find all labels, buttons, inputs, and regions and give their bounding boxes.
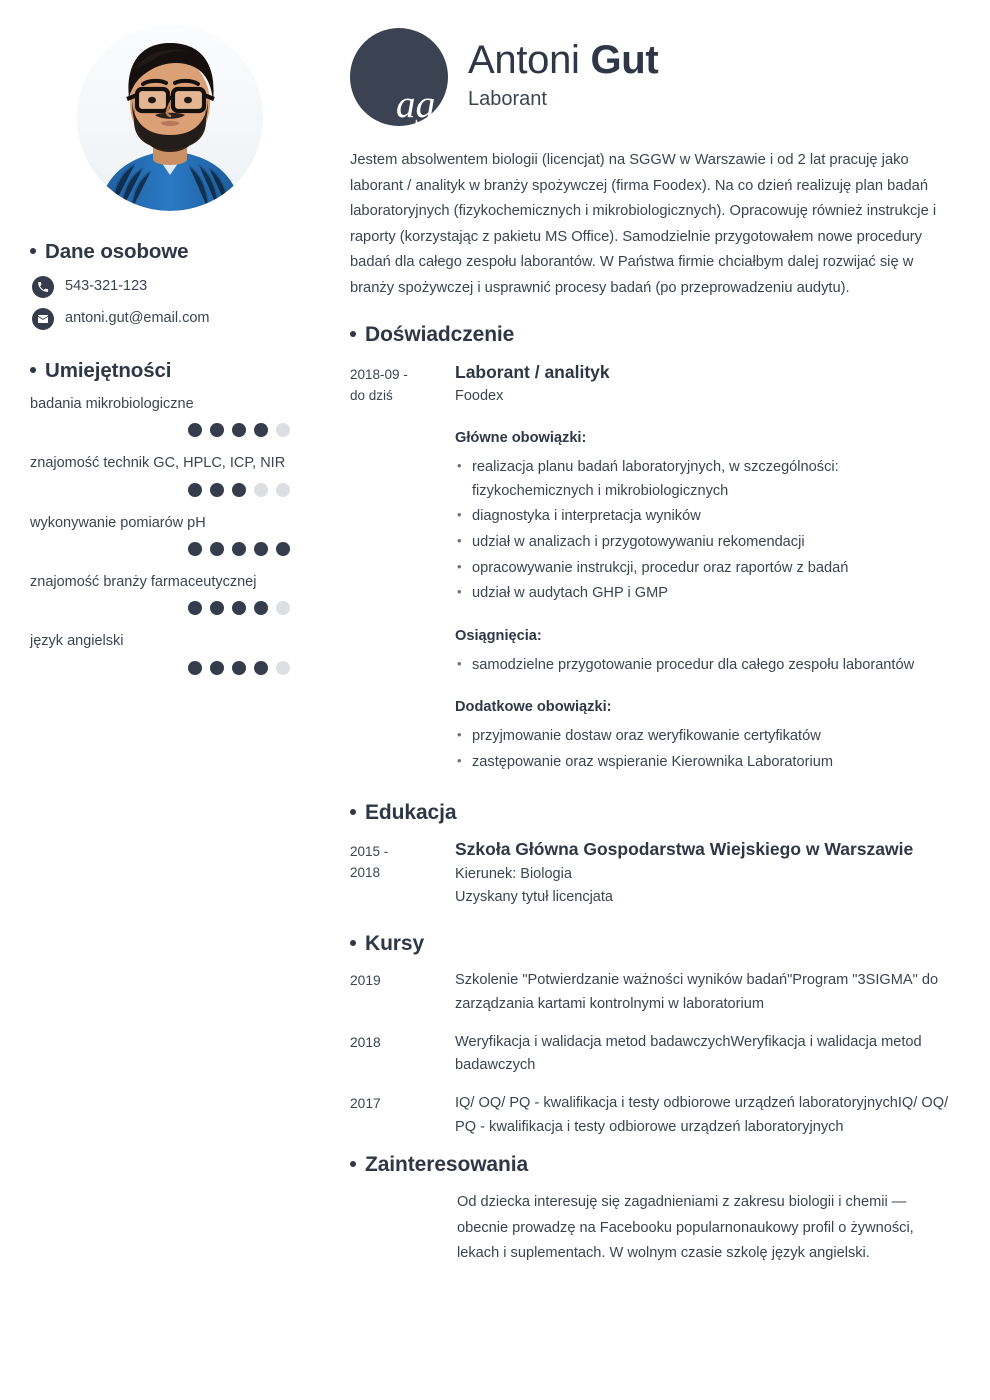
duty-item: • realizacja planu badań laboratoryjnych, w szczególności: fizykochemicznych i mikrobiologicznych — [455, 456, 958, 503]
courses-list — [350, 969, 958, 1139]
duty-group — [455, 697, 958, 774]
experience-company: Foodex — [455, 388, 504, 405]
course-year: 2019 — [350, 973, 381, 989]
rating-dot-empty — [276, 483, 290, 497]
section-header-personal-data — [30, 241, 310, 264]
duty-item: • opracowywanie instrukcji, procedur oraz raportów z badań — [455, 557, 958, 581]
bullet-marker-icon — [350, 940, 356, 946]
duty-item: • samodzielne przygotowanie procedur dla całego zespołu laborantów — [455, 654, 958, 678]
course-title: IQ/ OQ/ PQ - kwalifikacja i testy odbiorowe urządzeń laboratoryjnychIQ/ OQ/ PQ - kwalifikacja i testy odbiorowe urządzeń laboratoryjnych — [455, 1094, 949, 1135]
skill-rating — [30, 542, 310, 556]
rating-dot-filled — [232, 661, 246, 675]
rating-dot-filled — [210, 483, 224, 497]
rating-dot-filled — [232, 423, 246, 437]
education-field: Kierunek: Biologia — [455, 866, 572, 883]
monogram-avatar — [350, 28, 448, 126]
skill-item — [30, 572, 310, 615]
professional-summary: Jestem absolwentem biologii (licencjat) na SGGW w Warszawie i od 2 lat pracuję jako laborant / analityk w branży spożywczej (firma Foodex). Na co dzień realizuję plan badań laboratoryjnych (fizykochemicznych i mikrobiologicznych). Opracowuję również instrukcje i raporty (korzystając z pakietu MS Office). Samodzielnie przygotowałem nowe procedury badań dla całego zespołu laborantów. W Państwa firmie chciałbym dalej rozwijać się w branży spożywczej i usprawnić procesy badań (po przeprowadzeniu audytu). — [350, 152, 937, 296]
education-date — [350, 838, 455, 909]
name-text-block — [468, 28, 658, 111]
bullet-marker-icon — [350, 809, 356, 815]
duty-list — [455, 725, 958, 774]
duty-list — [455, 456, 958, 606]
experience-job-title: Laborant / analityk — [455, 361, 610, 382]
spacer — [350, 916, 958, 928]
duty-item: • diagnostyka i interpretacja wyników — [455, 505, 958, 529]
rating-dot-filled — [232, 542, 246, 556]
name-block — [350, 28, 958, 126]
profile-photo — [77, 25, 263, 211]
contact-row-email[interactable] — [30, 308, 310, 330]
profile-photo-image — [77, 25, 263, 211]
section-header-skills — [30, 360, 310, 383]
rating-dot-empty — [276, 601, 290, 615]
bullet-marker-icon — [350, 1161, 356, 1167]
education-date-start: 2015 - — [350, 843, 389, 859]
section-title-experience: Doświadczenie — [365, 323, 515, 347]
education-school: Szkoła Główna Gospodarstwa Wiejskiego w Warszawie — [455, 838, 914, 859]
course-year: 2017 — [350, 1095, 381, 1111]
education-date-end: 2018 — [350, 865, 381, 881]
section-header-education — [350, 801, 958, 824]
course-entry — [350, 969, 958, 1016]
duty-group-heading: Główne obowiązki: — [455, 430, 587, 447]
last-name: Gut — [590, 38, 659, 82]
course-year: 2018 — [350, 1034, 381, 1050]
course-entry — [350, 1031, 958, 1078]
rating-dot-filled — [210, 542, 224, 556]
profile-photo-wrap — [77, 25, 263, 211]
rating-dot-filled — [210, 601, 224, 615]
rating-dot-filled — [188, 483, 202, 497]
course-title: Szkolenie "Potwierdzanie ważności wyników badań"Program "3SIGMA" do zarządzania kartami kontrolnymi w laboratorium — [455, 972, 939, 1013]
skill-item — [30, 394, 310, 437]
rating-dot-filled — [254, 601, 268, 615]
experience-duty-groups — [455, 428, 958, 774]
skill-rating — [30, 423, 310, 437]
skill-item — [30, 513, 310, 556]
rating-dot-filled — [210, 661, 224, 675]
section-title-skills: Umiejętności — [45, 358, 172, 382]
rating-dot-filled — [188, 542, 202, 556]
course-title: Weryfikacja i walidacja metod badawczychWeryfikacja i walidacja metod badawczych — [455, 1033, 922, 1074]
rating-dot-filled — [276, 542, 290, 556]
skill-label: język angielski — [30, 633, 124, 650]
education-entry — [350, 838, 958, 909]
section-title-education: Edukacja — [365, 800, 457, 824]
email-address: antoni.gut@email.com — [65, 310, 210, 327]
contact-row-phone[interactable] — [30, 276, 310, 298]
phone-number: 543-321-123 — [65, 278, 148, 295]
rating-dot-filled — [254, 423, 268, 437]
envelope-icon — [32, 308, 54, 330]
experience-body — [455, 361, 958, 777]
duty-group — [455, 626, 958, 678]
experience-date-start: 2018-09 - — [350, 366, 408, 382]
experience-entry — [350, 361, 958, 777]
skill-rating — [30, 661, 310, 675]
experience-date — [350, 361, 455, 777]
duty-group-heading: Dodatkowe obowiązki: — [455, 699, 612, 716]
bullet-marker-icon — [350, 331, 356, 337]
duty-item: • udział w audytach GHP i GMP — [455, 582, 958, 606]
sidebar — [0, 0, 340, 1400]
rating-dot-empty — [254, 483, 268, 497]
bullet-marker-icon — [30, 367, 36, 373]
rating-dot-filled — [232, 601, 246, 615]
skill-label: znajomość technik GC, HPLC, ICP, NIR — [30, 455, 286, 472]
section-header-experience — [350, 323, 958, 346]
monogram-initials: ag — [396, 83, 435, 126]
main-content — [340, 0, 990, 1400]
skill-label: badania mikrobiologiczne — [30, 396, 194, 413]
skill-label: znajomość branży farmaceutycznej — [30, 573, 257, 590]
rating-dot-empty — [276, 423, 290, 437]
phone-icon — [32, 276, 54, 298]
duty-item: • przyjmowanie dostaw oraz weryfikowanie certyfikatów — [455, 725, 958, 749]
education-body — [455, 838, 958, 909]
skill-label: wykonywanie pomiarów pH — [30, 514, 206, 531]
skills-list — [30, 394, 310, 674]
interests-text: Od dziecka interesuję się zagadnieniami z zakresu biologii i chemii — obecnie prowadzę na Facebooku popularnonaukowy profil o żywności, lekach i suplementach. W wolnym czasie szkolę język angielski. — [457, 1194, 914, 1262]
rating-dot-filled — [188, 423, 202, 437]
skill-rating — [30, 601, 310, 615]
rating-dot-filled — [188, 661, 202, 675]
skill-item — [30, 631, 310, 674]
course-entry — [350, 1092, 958, 1139]
rating-dot-filled — [188, 601, 202, 615]
section-title-personal-data: Dane osobowe — [45, 240, 189, 263]
first-name: Antoni — [468, 38, 580, 82]
rating-dot-filled — [254, 661, 268, 675]
section-header-interests — [350, 1153, 958, 1176]
duty-item: • zastępowanie oraz wspieranie Kierownika Laboratorium — [455, 751, 958, 775]
duty-group — [455, 428, 958, 606]
skill-item — [30, 453, 310, 496]
job-title: Laborant — [468, 88, 547, 110]
skill-rating — [30, 483, 310, 497]
experience-date-end: do dziś — [350, 388, 393, 404]
bullet-marker-icon — [30, 248, 36, 254]
spacer — [350, 785, 958, 797]
duty-item: • udział w analizach i przygotowywaniu rekomendacji — [455, 531, 958, 555]
rating-dot-empty — [276, 661, 290, 675]
duty-list — [455, 654, 958, 678]
section-title-courses: Kursy — [365, 932, 425, 956]
section-header-courses — [350, 932, 958, 955]
education-degree: Uzyskany tytuł licencjata — [455, 888, 613, 905]
page-title — [468, 39, 658, 81]
rating-dot-filled — [210, 423, 224, 437]
section-title-interests: Zainteresowania — [365, 1153, 529, 1177]
rating-dot-filled — [232, 483, 246, 497]
rating-dot-filled — [254, 542, 268, 556]
duty-group-heading: Osiągnięcia: — [455, 627, 542, 644]
